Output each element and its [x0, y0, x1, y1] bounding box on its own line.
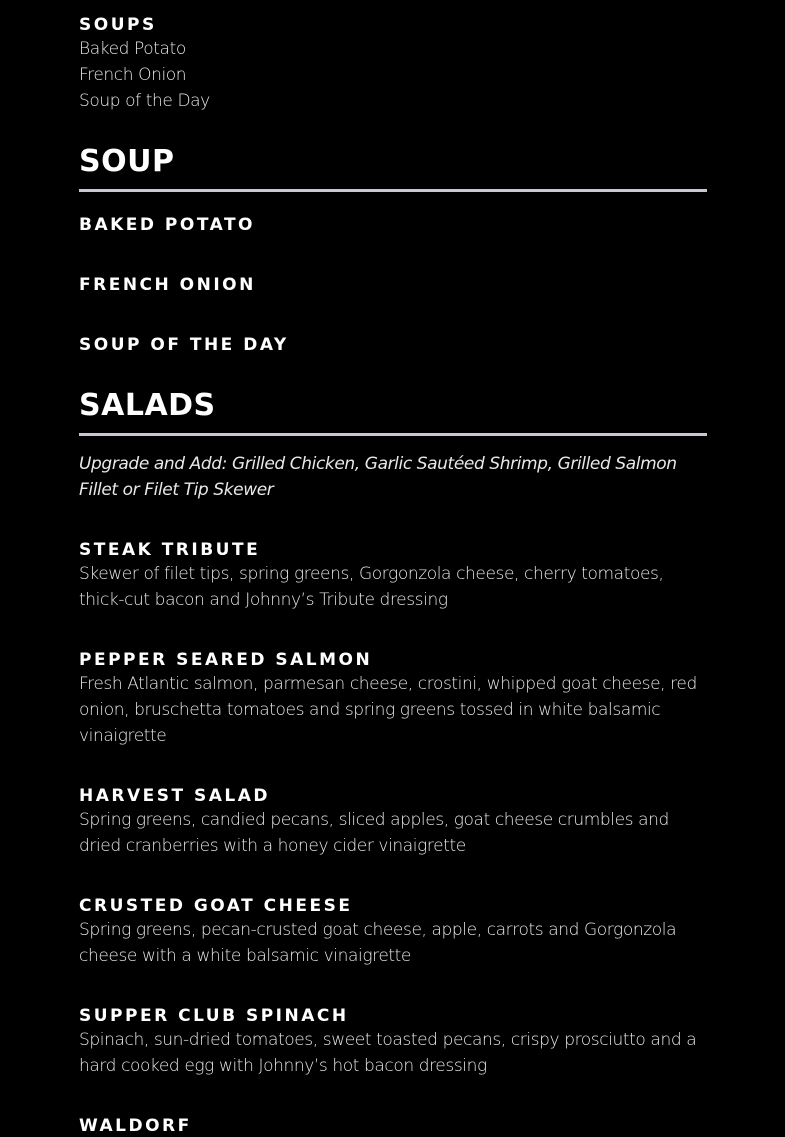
menu-item-name: SUPPER CLUB SPINACH [79, 1006, 349, 1026]
menu-item [79, 1115, 707, 1137]
section-divider [79, 433, 707, 436]
soups-index [79, 14, 707, 114]
soups-index-item[interactable]: Soup of the Day [79, 91, 210, 111]
soups-index-list [79, 36, 707, 114]
menu-item-name: WALDORF [79, 1116, 192, 1136]
soup-items [79, 214, 707, 356]
menu-item [79, 1005, 707, 1079]
menu-item-description: Fresh Atlantic salmon, parmesan cheese, crostini, whipped goat cheese, red onion, bruschetta tomatoes and spring greens tossed in white balsamic vinaigrette [79, 674, 697, 746]
menu-item-description: Spinach, sun-dried tomatoes, sweet toasted pecans, crispy prosciutto and a hard cooked egg with Johnny’s hot bacon dressing [79, 1030, 697, 1076]
menu-item [79, 785, 707, 859]
menu-item-name: SOUP OF THE DAY [79, 335, 289, 355]
menu-item-name: STEAK TRIBUTE [79, 540, 261, 560]
soups-index-item[interactable]: French Onion [79, 65, 187, 85]
menu-item-description: Spring greens, pecan-crusted goat cheese, apple, carrots and Gorgonzola cheese with a white balsamic vinaigrette [79, 920, 677, 966]
menu-item [79, 649, 707, 749]
menu-item-name: CRUSTED GOAT CHEESE [79, 896, 353, 916]
soups-index-title: SOUPS [79, 15, 157, 35]
soup-section [79, 144, 707, 356]
section-divider [79, 189, 707, 192]
menu-item-name: HARVEST SALAD [79, 786, 271, 806]
menu-item-description: Spring greens, candied pecans, sliced apples, goat cheese crumbles and dried cranberries with a honey cider vinaigrette [79, 810, 669, 856]
menu-item-description: Skewer of filet tips, spring greens, Gorgonzola cheese, cherry tomatoes, thick-cut bacon and Johnny’s Tribute dressing [79, 564, 664, 610]
salads-section [79, 388, 707, 1137]
soup-heading: SOUP [79, 144, 175, 179]
menu-item-name: PEPPER SEARED SALMON [79, 650, 373, 670]
menu-item [79, 539, 707, 613]
menu-item-name: FRENCH ONION [79, 275, 256, 295]
salads-upgrade-note: Upgrade and Add: Grilled Chicken, Garlic Sautéed Shrimp, Grilled Salmon Fillet or Filet Tip Skewer [79, 454, 677, 500]
salads-heading: SALADS [79, 388, 216, 423]
soups-index-item[interactable]: Baked Potato [79, 39, 186, 59]
menu-content [79, 14, 707, 1137]
menu-item [79, 895, 707, 969]
menu-item-name: BAKED POTATO [79, 215, 256, 235]
